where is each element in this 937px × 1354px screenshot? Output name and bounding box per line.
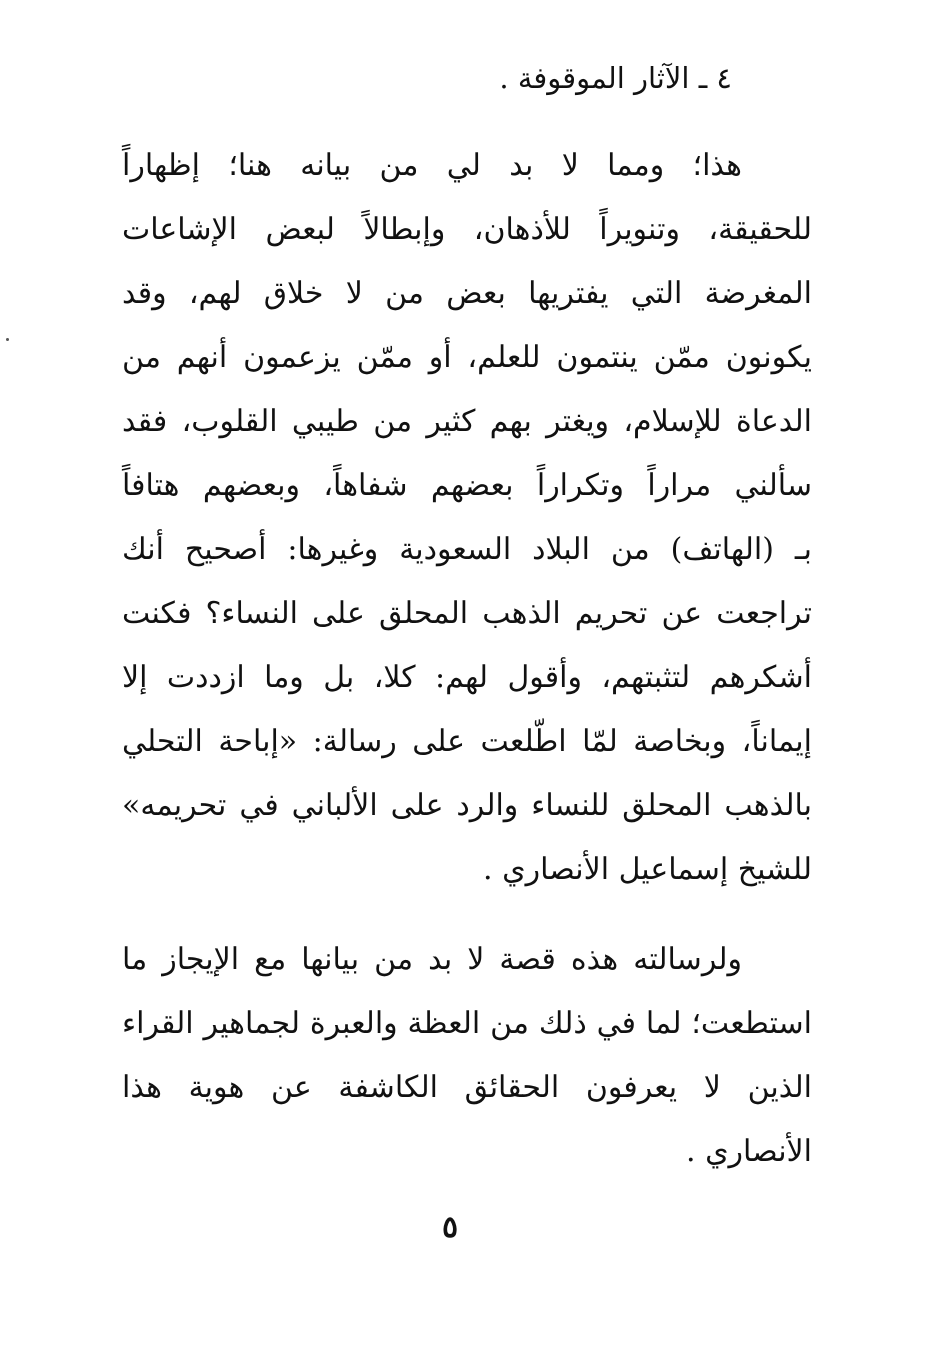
paragraph-line: تراجعت عن تحريم الذهب المحلق على النساء؟ فكنت xyxy=(122,596,812,631)
paragraph-line: إيماناً، وبخاصة لمّا اطّلعت على رسالة: «إباحة التحلي xyxy=(122,724,812,759)
paragraph-line: ولرسالته هذه قصة لا بد من بيانها مع الإيجاز ما xyxy=(122,942,742,977)
paragraph-2 xyxy=(122,928,812,1184)
paragraph-1 xyxy=(122,134,812,902)
paragraph-line: يكونون ممّن ينتمون للعلم، أو ممّن يزعمون أنهم من xyxy=(122,340,812,375)
paragraph-line: الأنصاري . xyxy=(686,1134,812,1169)
section-heading: ٤ ـ الآثار الموقوفة . xyxy=(499,61,732,95)
paragraph-line: استطعت؛ لما في ذلك من العظة والعبرة لجماهير القراء xyxy=(122,1006,812,1041)
paragraph-line: المغرضة التي يفتريها بعض من لا خلاق لهم، وقد xyxy=(122,276,812,311)
paragraph-line: الذين لا يعرفون الحقائق الكاشفة عن هوية هذا xyxy=(122,1070,812,1105)
paragraph-line: هذا؛ ومما لا بد لي من بيانه هنا؛ إظهاراً xyxy=(122,148,742,183)
paragraph-line: الدعاة للإسلام، ويغتر بهم كثير من طيبي القلوب، فقد xyxy=(122,404,812,439)
paragraph-line: للشيخ إسماعيل الأنصاري . xyxy=(483,852,812,887)
paragraph-line: أشكرهم لتثبتهم، وأقول لهم: كلا، بل وما ازددت إلا xyxy=(122,660,812,695)
paragraph-line: سألني مراراً وتكراراً بعضهم شفاهاً، وبعضهم هتافاً xyxy=(122,468,812,503)
page-number: ٥ xyxy=(441,1210,459,1245)
paragraph-line: للحقيقة، وتنويراً للأذهان، وإبطالاً لبعض الإشاعات xyxy=(122,212,812,247)
paragraph-line: بالذهب المحلق للنساء والرد على الألباني في تحريمه» xyxy=(122,788,812,823)
scan-speck xyxy=(6,338,9,341)
paragraph-line: بـ (الهاتف) من البلاد السعودية وغيرها: أصحيح أنك xyxy=(122,532,812,567)
